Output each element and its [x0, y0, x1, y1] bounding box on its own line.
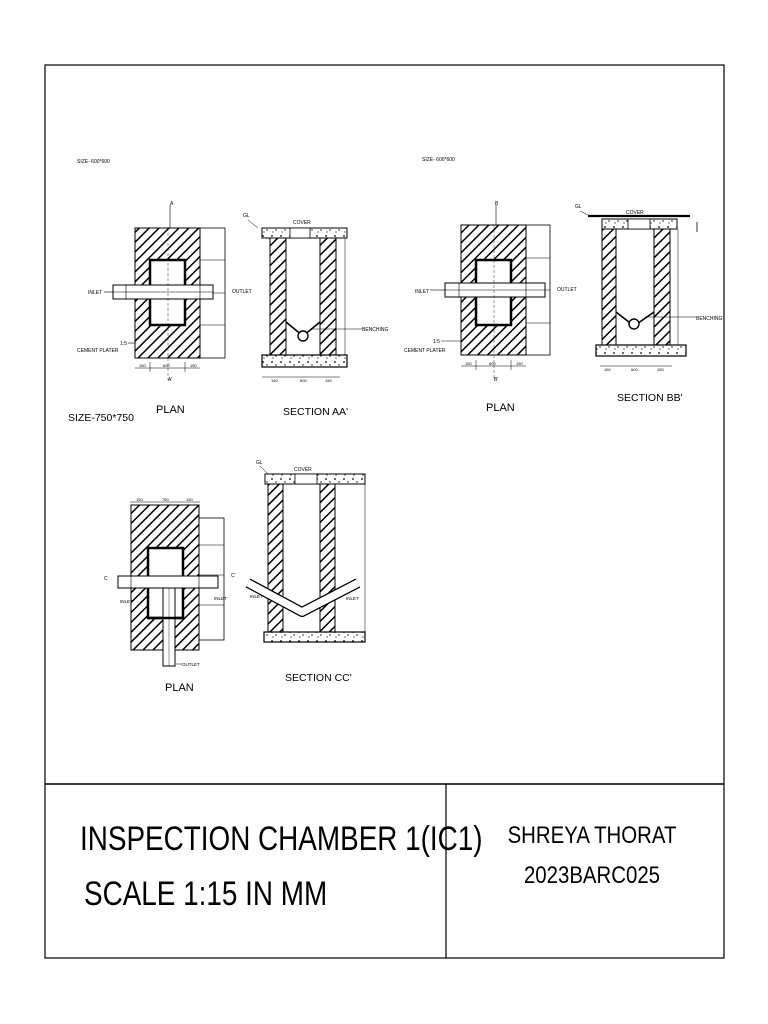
section-cc-inlet-right: INLET	[346, 596, 359, 601]
title-block-scale: SCALE 1:15 IN MM	[84, 874, 328, 913]
plaster-note-1: CEMENT PLATER	[77, 348, 119, 354]
plan-cc-marker-c-prime: C'	[231, 573, 236, 579]
plan-bb-dim-3: 150	[516, 361, 523, 366]
plan-cc-outlet: OUTLET	[182, 662, 200, 667]
plan-aa	[77, 201, 252, 383]
section-marker-a-prime: A'	[168, 377, 173, 383]
section-aa	[243, 213, 389, 383]
plan-cc-dim-3: 150	[186, 497, 193, 502]
plan-cc-marker-c: C	[104, 576, 108, 582]
section-aa-dim-3: 150	[325, 378, 332, 383]
plan-bb-label: PLAN	[486, 402, 515, 414]
plan-aa-label: PLAN	[156, 404, 185, 416]
plan-cc	[104, 497, 236, 667]
section-marker-a: A	[170, 201, 174, 207]
section-aa-dim-1: 150	[271, 378, 278, 383]
plaster-note-2: CEMENT PLATER	[404, 348, 446, 354]
size-note-2: SIZE- 600*600	[422, 157, 455, 163]
section-aa-gl: GL	[243, 213, 250, 219]
plan-bb-inlet: INLET	[415, 289, 430, 295]
plaster-ratio-1: 1:5	[120, 341, 127, 347]
section-cc-gl: GL	[256, 460, 263, 466]
plan-aa-dim-3: 150	[190, 363, 197, 368]
plan-cc-dim-2: 750	[162, 497, 169, 502]
plan-cc-inlet-left: INLET	[120, 599, 133, 604]
plan-bb-dim-2: 600	[489, 361, 496, 366]
size-note-1: SIZE- 600*600	[77, 159, 110, 165]
section-bb-dim-2: 600	[631, 367, 638, 372]
section-aa-label: SECTION AA'	[283, 406, 349, 418]
section-cc-label: SECTION CC'	[285, 672, 352, 684]
section-bb-dim-1: 150	[604, 367, 611, 372]
title-block-title: INSPECTION CHAMBER 1(IC1)	[80, 819, 483, 858]
plan-bb-dim-1: 150	[465, 361, 472, 366]
plan-aa-dim-1: 150	[139, 363, 146, 368]
plan-cc-inlet-right: INLET	[214, 596, 227, 601]
plan-cc-dim-1: 150	[136, 497, 143, 502]
plan-bb-outlet: OUTLET	[557, 287, 577, 293]
section-cc-inlet-left: INLET	[250, 594, 263, 599]
section-aa-cover: COVER	[293, 220, 311, 226]
section-cc-cover: COVER	[294, 467, 312, 473]
plan-bb	[404, 201, 577, 383]
section-bb-gl: GL	[575, 204, 582, 210]
title-block-roll-no: 2023BARC025	[523, 861, 661, 889]
title-block-author: SHREYA THORAT	[507, 821, 677, 849]
section-bb-label: SECTION BB'	[617, 392, 683, 404]
size-label-750: SIZE-750*750	[68, 412, 134, 424]
section-marker-b-prime: B'	[494, 377, 499, 383]
plaster-ratio-2: 1:5	[433, 339, 440, 345]
section-bb	[575, 204, 723, 372]
section-aa-dim-2: 600	[300, 378, 307, 383]
section-bb-benching: BENCHING	[696, 316, 723, 322]
section-bb-dim-3: 150	[657, 367, 664, 372]
section-aa-benching: BENCHING	[362, 327, 389, 333]
section-cc	[248, 460, 365, 642]
section-marker-b: B	[495, 201, 499, 207]
plan-aa-inlet: INLET	[88, 290, 103, 296]
plan-aa-outlet: OUTLET	[232, 289, 252, 295]
section-bb-cover: COVER	[626, 210, 644, 216]
plan-aa-dim-2: 600	[163, 363, 170, 368]
plan-cc-label: PLAN	[165, 682, 194, 694]
